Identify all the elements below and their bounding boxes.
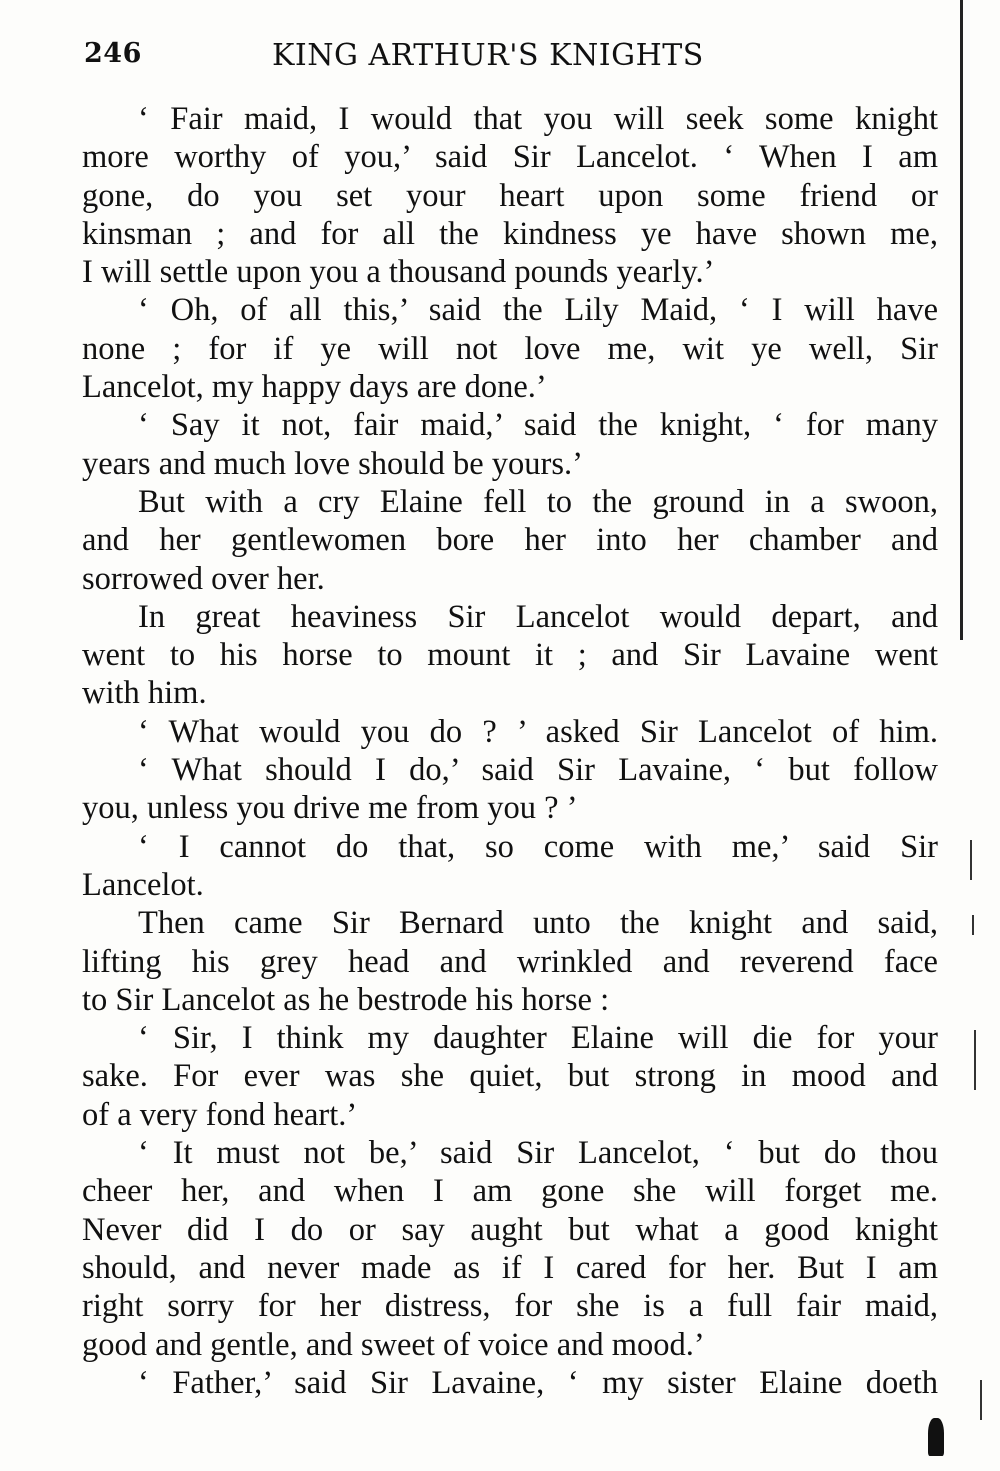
text-line: ‘ Oh, of all this,’ said the Lily Maid, ‘ I will have — [138, 292, 938, 329]
text-line: you, unless you drive me from you ? ’ — [82, 790, 578, 827]
text-line: and her gentlewomen bore her into her chamber and — [82, 522, 938, 559]
text-line: I will settle upon you a thousand pounds yearly.’ — [82, 254, 715, 291]
text-line: ‘ What should I do,’ said Sir Lavaine, ‘ but follow — [138, 752, 938, 789]
text-line: Then came Sir Bernard unto the knight and said, — [138, 905, 938, 942]
text-line: should, and never made as if I cared for her. But I am — [82, 1249, 938, 1286]
text-line: ‘ I cannot do that, so come with me,’ said Sir — [138, 828, 938, 865]
text-line: kinsman ; and for all the kindness ye have shown me, — [82, 215, 938, 252]
text-line: cheer her, and when I am gone she will forget me. — [82, 1173, 938, 1210]
text-line: ‘ It must not be,’ said Sir Lancelot, ‘ but do thou — [138, 1135, 938, 1172]
text-line: good and gentle, and sweet of voice and mood.’ — [82, 1326, 705, 1363]
text-line: years and much love should be yours.’ — [82, 445, 583, 482]
text-line: sake. For ever was she quiet, but strong in mood and — [82, 1058, 938, 1095]
text-line: ‘ Sir, I think my daughter Elaine will die for your — [138, 1020, 938, 1057]
text-line: ‘ Father,’ said Sir Lavaine, ‘ my sister Elaine doeth — [138, 1364, 938, 1401]
page-edge-mark — [974, 1030, 976, 1090]
running-head: KING ARTHUR'S KNIGHTS — [272, 38, 704, 73]
page-number: 246 — [84, 38, 142, 69]
text-line: Lancelot. — [82, 866, 204, 903]
page-edge-rule — [960, 0, 963, 640]
text-line: none ; for if ye will not love me, wit ye well, Sir — [82, 330, 938, 367]
text-line: right sorry for her distress, for she is a full fair maid, — [82, 1288, 938, 1325]
text-line: Lancelot, my happy days are done.’ — [82, 369, 547, 406]
page-header — [84, 38, 774, 78]
page-edge-mark — [972, 915, 974, 935]
text-line: But with a cry Elaine fell to the ground in a swoon, — [138, 483, 938, 520]
text-line: went to his horse to mount it ; and Sir Lavaine went — [82, 637, 938, 674]
text-line: to Sir Lancelot as he bestrode his horse : — [82, 981, 610, 1018]
ink-blot-mark — [928, 1418, 944, 1456]
page-edge-mark — [980, 1380, 982, 1420]
body-text — [82, 100, 938, 1402]
page-edge-mark — [970, 840, 972, 880]
text-line: Never did I do or say aught but what a good knight — [82, 1211, 938, 1248]
text-line: sorrowed over her. — [82, 560, 325, 597]
text-line: with him. — [82, 675, 207, 712]
text-line: lifting his grey head and wrinkled and reverend face — [82, 943, 938, 980]
text-line: In great heaviness Sir Lancelot would depart, and — [138, 598, 938, 635]
text-line: of a very fond heart.’ — [82, 1096, 358, 1133]
text-line: ‘ Say it not, fair maid,’ said the knight, ‘ for many — [138, 407, 938, 444]
text-line: gone, do you set your heart upon some friend or — [82, 177, 938, 214]
text-line: ‘ Fair maid, I would that you will seek some knight — [138, 101, 938, 137]
text-line: ‘ What would you do ? ’ asked Sir Lancelot of him. — [138, 713, 938, 750]
text-line: more worthy of you,’ said Sir Lancelot. ‘ When I am — [82, 139, 938, 176]
